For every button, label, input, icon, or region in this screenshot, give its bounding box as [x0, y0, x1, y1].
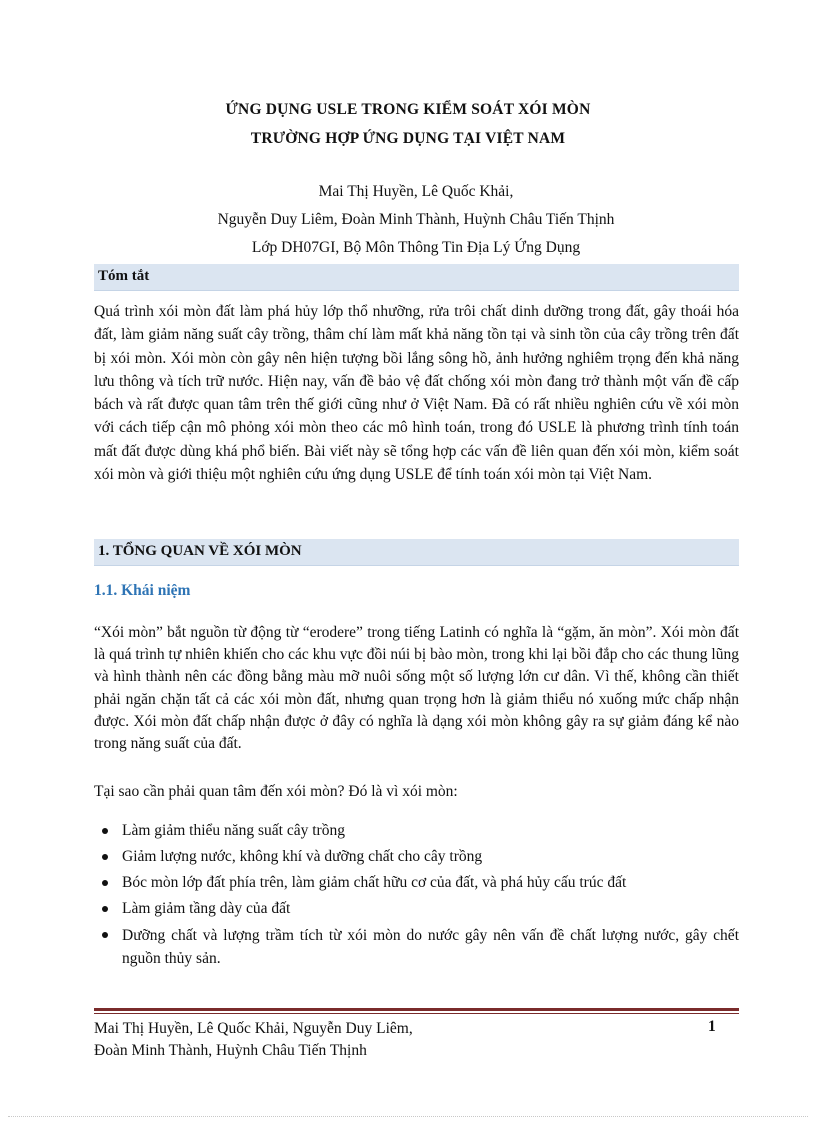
section-1-heading: 1. TỔNG QUAN VỀ XÓI MÒN — [98, 543, 302, 559]
abstract-text: Quá trình xói mòn đất làm phá hủy lớp thổ nhưỡng, rửa trôi chất dinh dưỡng trong đất, gây thoái hóa đất, làm giảm năng suất cây trồng, thâm chí làm mất khả năng tồn tại và sinh tồn của cây trồng trên đất bị xói mòn. Xói mòn còn gây nên hiện tượng bồi lắng sông hồ, ảnh hưởng nghiêm trọng đến khả năng lưu thông và tích trữ nước. Hiện nay, vấn đề bảo vệ đất chống xói mòn đang trở thành một vấn đề cấp bách và rất được quan tâm trên thế giới cũng như ở Việt Nam. Đã có rất nhiều nghiên cứu về xói mòn với cách tiếp cận mô phỏng xói mòn theo các mô hình toán, trong đó USLE là phương trình tính toán mất đất được dùng khá phổ biến. Bài viết này sẽ tổng hợp các vấn đề liên quan đến xói mòn, kiểm soát xói mòn và giới thiệu một nghiên cứu ứng dụng USLE để tính toán xói mòn tại Việt Nam. — [94, 303, 739, 484]
bullet-icon — [102, 906, 108, 912]
abstract-heading: Tóm tắt — [98, 268, 150, 284]
footer-authors — [94, 1018, 413, 1062]
list-item: Dưỡng chất và lượng trầm tích từ xói mòn do nước gây nên vấn đề chất lượng nước, gây chết nguồn thủy sản. — [94, 922, 739, 970]
abstract-heading-band — [94, 264, 739, 291]
title-line-2: TRƯỜNG HỢP ỨNG DỤNG TẠI VIỆT NAM — [250, 130, 566, 147]
authors-line-2: Nguyễn Duy Liêm, Đoàn Minh Thành, Huỳnh Châu Tiến Thịnh — [217, 211, 615, 228]
bullet-icon — [102, 932, 108, 938]
title-line-1: ỨNG DỤNG USLE TRONG KIỂM SOÁT XÓI MÒN — [225, 101, 591, 118]
list-item: Làm giảm tầng dày của đất — [94, 896, 739, 922]
bullet-icon — [102, 828, 108, 834]
subsection-1-1-heading: 1.1. Khái niệm — [94, 582, 191, 599]
list-item: Làm giảm thiểu năng suất cây trồng — [94, 818, 739, 844]
erosion-effects-list — [94, 818, 739, 970]
section-1-heading-band — [94, 539, 739, 566]
bullet-icon — [102, 880, 108, 886]
why-question: Tại sao cần phải quan tâm đến xói mòn? Đó là vì xói mòn: — [94, 783, 458, 800]
footer-line-2: Đoàn Minh Thành, Huỳnh Châu Tiến Thịnh — [94, 1042, 367, 1059]
concept-paragraph: “Xói mòn” bắt nguồn từ động từ “erodere” trong tiếng Latinh có nghĩa là “gặm, ăn mòn”. Xói mòn đất là quá trình tự nhiên khiến cho các khu vực đồi núi bị bào mòn, trong khi lại bồi đắp cho các thung lũng và hình thành nên các đồng bằng màu mỡ nuôi sống một số lượng lớn cư dân. Vì thế, không cần thiết phải ngăn chặn tất cả các xói mòn đất, nhưng quan trọng hơn là giảm thiểu nó xuống mức chấp nhận được. Xói mòn đất chấp nhận được ở đây có nghĩa là dạng xói mòn không gây ra sự giảm đáng kể nào trong năng suất của đất. — [94, 624, 739, 753]
page-number: 1 — [708, 1018, 716, 1035]
list-item: Bóc mòn lớp đất phía trên, làm giảm chất hữu cơ của đất, và phá hủy cấu trúc đất — [94, 870, 739, 896]
footer-line-1: Mai Thị Huyền, Lê Quốc Khải, Nguyễn Duy Liêm, — [94, 1020, 413, 1037]
authors-line-1: Mai Thị Huyền, Lê Quốc Khải, — [318, 183, 514, 200]
bullet-icon — [102, 854, 108, 860]
footer-rule-thick — [94, 1008, 739, 1011]
affiliation: Lớp DH07GI, Bộ Môn Thông Tin Địa Lý Ứng Dụng — [251, 239, 581, 256]
footer-rule-thin — [94, 1013, 739, 1014]
page-bottom-border — [8, 1116, 808, 1117]
list-item: Giảm lượng nước, không khí và dưỡng chất cho cây trồng — [94, 844, 739, 870]
